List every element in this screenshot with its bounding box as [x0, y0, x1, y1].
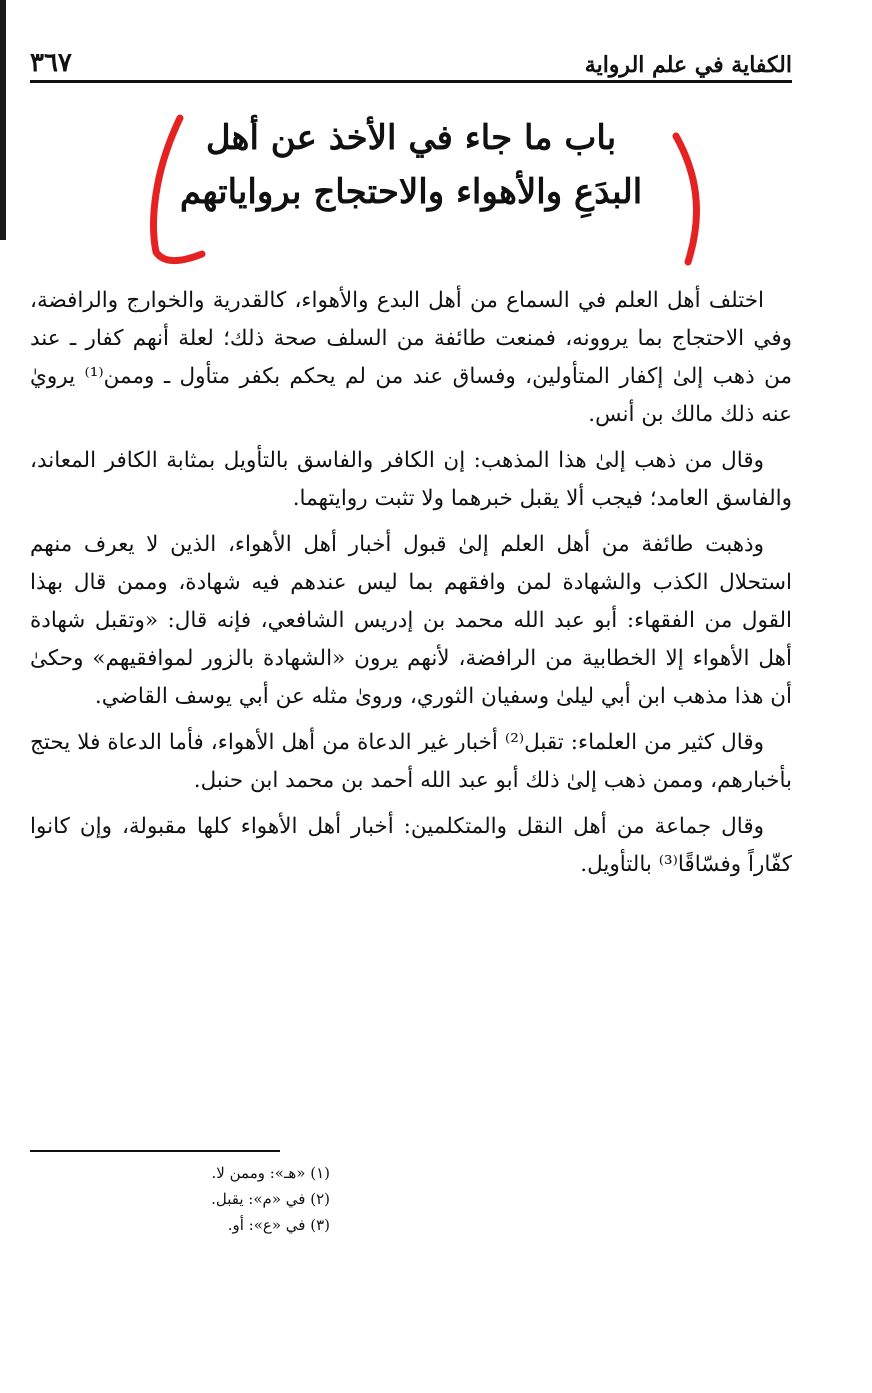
running-header	[30, 38, 792, 78]
paragraph: اختلف أهل العلم في السماع من أهل البدع والأهواء، كالقدرية والخوارج والرافضة، وفي الاحتجاج بما يروونه، فمنعت طائفة من السلف صحة ذلك؛ لعلة أنهم كفار ـ عند من ذهب إلىٰ إكفار المتأولين، وفساق عند من لم يحكم بكفر متأول ـ وممن⁽¹⁾ يرويٰ عنه ذلك مالك بن أنس.	[30, 288, 792, 427]
footnote-rule	[30, 1150, 280, 1152]
footnote: (٢) في «م»: يقبل.	[211, 1190, 330, 1208]
header-rule	[30, 80, 792, 83]
paragraph: وذهبت طائفة من أهل العلم إلىٰ قبول أخبار أهل الأهواء، الذين لا يعرف منهم استحلال الكذب والشهادة لمن وافقهم بما ليس عندهم فيه شهادة، وممن قال بهذا القول من الفقهاء: أبو عبد الله محمد بن إدريس الشافعي، فإنه قال: «وتقبل شهادة أهل الأهواء إلا الخطابية من الرافضة، لأنهم يرون «الشهادة بالزور لموافقيهم» وحكىٰ أن هذا مذهب ابن أبي ليلىٰ وسفيان الثوري، وروىٰ مثله عن أبي يوسف القاضي.	[30, 532, 792, 709]
footnote: (٣) في «ع»: أو.	[227, 1216, 330, 1234]
chapter-title-line-2: البدَعِ والأهواء والاحتجاج برواياتهم	[179, 171, 643, 212]
paragraph: وقال جماعة من أهل النقل والمتكلمين: أخبار أهل الأهواء كلها مقبولة، وإن كانوا كفّاراً وفسّاقًا⁽³⁾ بالتأويل.	[30, 814, 792, 877]
page-edge-shadow	[0, 0, 6, 240]
paragraph: وقال من ذهب إلىٰ هذا المذهب: إن الكافر والفاسق بالتأويل بمثابة الكافر المعاند، والفاسق العامد؛ فيجب ألا يقبل خبرهما ولا تثبت روايتهما.	[30, 448, 792, 511]
chapter-title	[30, 112, 792, 219]
book-page	[30, 0, 792, 1393]
footnotes	[30, 1160, 330, 1238]
paragraph: وقال كثير من العلماء: تقبل⁽²⁾ أخبار غير الدعاة من أهل الأهواء، فأما الدعاة فلا يحتج بأخبارهم، وممن ذهب إلىٰ ذلك أبو عبد الله أحمد بن محمد ابن حنبل.	[30, 730, 792, 793]
body-text	[30, 282, 792, 892]
book-title: الكفاية في علم الرواية	[584, 52, 792, 78]
page-number: ٣٦٧	[30, 48, 72, 78]
footnote: (١) «هـ»: وممن لا.	[211, 1164, 330, 1182]
chapter-title-line-1: باب ما جاء في الأخذ عن أهل	[205, 118, 617, 158]
